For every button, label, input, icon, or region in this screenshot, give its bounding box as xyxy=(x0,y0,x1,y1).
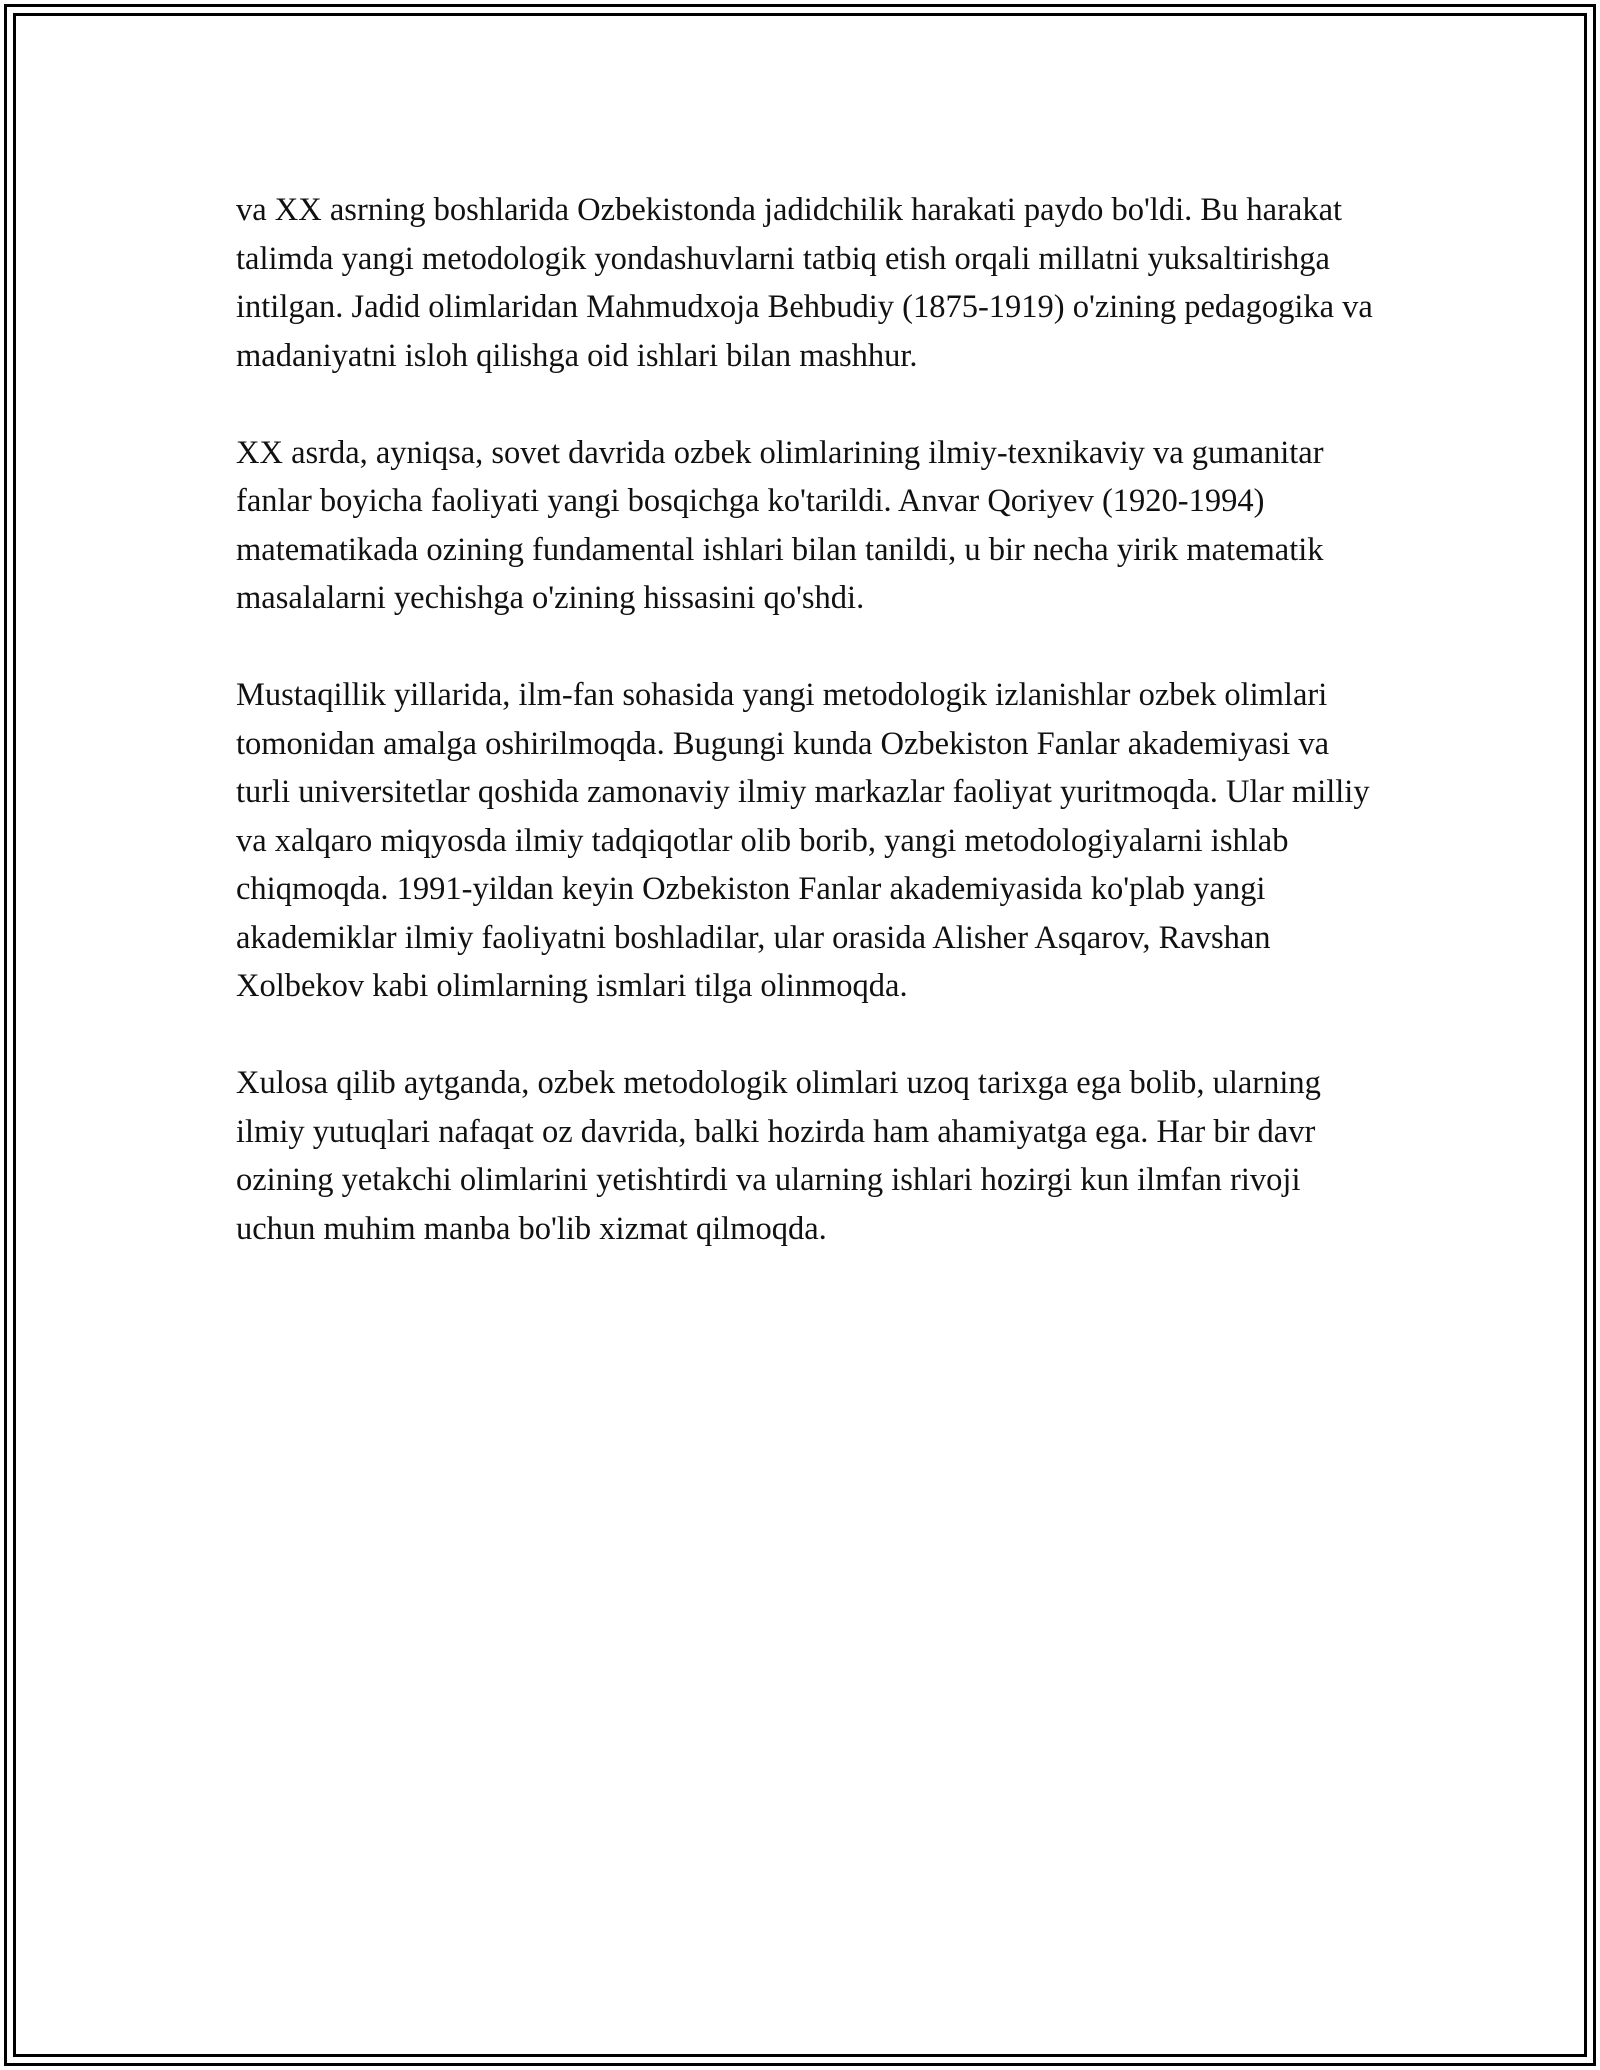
paragraph-conclusion: Xulosa qilib aytganda, ozbek metodologik olimlari uzoq tarixga ega bolib, ularning ilmiy yutuqlari nafaqat oz davrida, balki hozirda ham ahamiyatga ega. Har bir davr ozining yetakchi olimlarini yetishtirdi va ularning ishlari hozirgi kun ilmfan rivoji uchun muhim manba bo'lib xizmat qilmoqda. xyxy=(236,1065,1321,1247)
paragraph-soviet-era: XX asrda, ayniqsa, sovet davrida ozbek olimlarining ilmiy-texnikaviy va gumanitar fanlar boyicha faoliyati yangi bosqichga ko'tarildi. Anvar Qoriyev (1920-1994) matematikada ozining fundamental ishlari bilan tanildi, u bir necha yirik matematik masalalarni yechishga o'zining hissasini qo'shdi. xyxy=(236,434,1324,616)
document-body xyxy=(236,186,1376,1302)
paragraph-jadid-movement: va XX asrning boshlarida Ozbekistonda jadidchilik harakati paydo bo'ldi. Bu harakat talimda yangi metodologik yondashuvlarni tatbiq etish orqali millatni yuksaltirishga intilgan. Jadid olimlaridan Mahmudxoja Behbudiy (1875-1919) o'zining pedagogika va madaniyatni isloh qilishga oid ishlari bilan mashhur. xyxy=(236,192,1373,374)
paragraph-independence-years: Mustaqillik yillarida, ilm-fan sohasida yangi metodologik izlanishlar ozbek olimlari tomonidan amalga oshirilmoqda. Bugungi kunda Ozbekiston Fanlar akademiyasi va turli universitetlar qoshida zamonaviy ilmiy markazlar faoliyat yuritmoqda. Ular milliy va xalqaro miqyosda ilmiy tadqiqotlar olib borib, yangi metodologiyalarni ishlab chiqmoqda. 1991-yildan keyin Ozbekiston Fanlar akademiyasida ko'plab yangi akademiklar ilmiy faoliyatni boshladilar, ular orasida Alisher Asqarov, Ravshan Xolbekov kabi olimlarning ismlari tilga olinmoqda. xyxy=(236,677,1370,1004)
